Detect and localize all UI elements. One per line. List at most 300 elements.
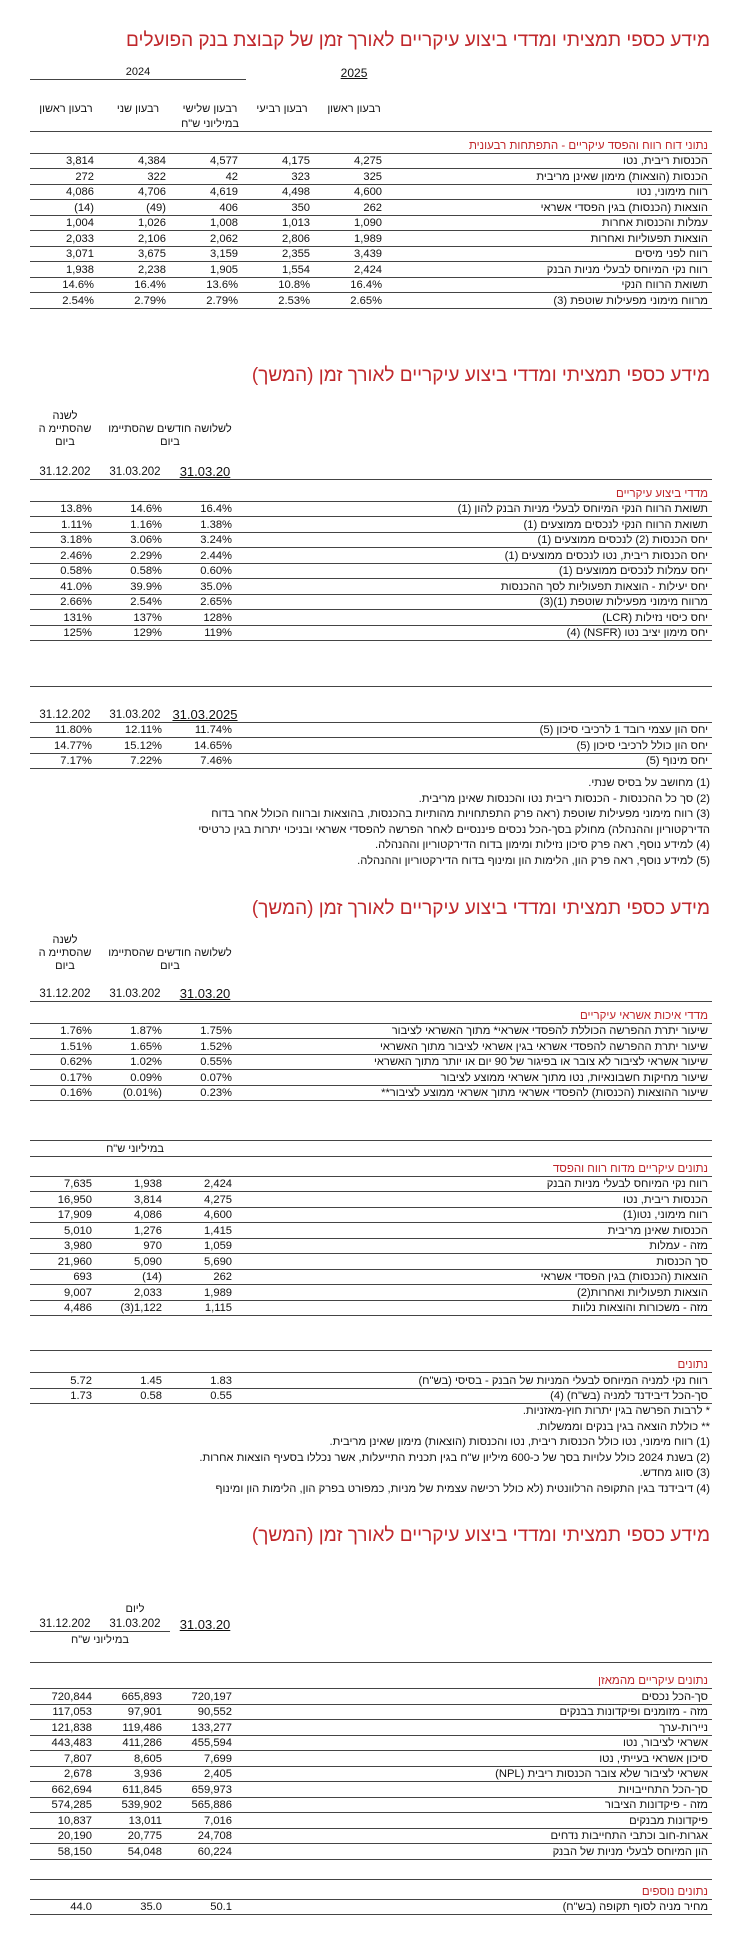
value-cell: 125% [30, 625, 100, 641]
value-cell: 1.83 [170, 1373, 240, 1389]
footnote-line: (3) רווח מימוני מפעילות שוטפת (ראה פרק התפתחויות מהותיות בהכנסות, בהוצאות וברווח הכולל אחר בדוח [211, 808, 710, 820]
balance-sheet-row [30, 1828, 712, 1844]
value-cell: 13.6% [174, 277, 246, 293]
value-cell: 0.58% [100, 563, 170, 579]
row-label: מזה - משכורות והוצאות נלוות [240, 1300, 712, 1316]
date-header-mar-current: 31.03.2025 [170, 702, 240, 722]
value-cell: 7,016 [170, 1813, 240, 1829]
pl-main-row [30, 1254, 712, 1270]
value-cell: 325 [318, 169, 390, 185]
pl-main-table [30, 1140, 712, 1316]
value-cell: 4,706 [102, 184, 174, 200]
pl-main-row [30, 1223, 712, 1239]
row-label: יחס הון כולל לרכיבי סיכון (5) [240, 738, 712, 754]
value-cell: 970 [100, 1238, 170, 1254]
value-cell: 1.52% [170, 1039, 240, 1055]
value-cell: 1.02% [100, 1054, 170, 1070]
value-cell: 16.4% [102, 277, 174, 293]
value-cell: 720,197 [170, 1689, 240, 1705]
pl-main-row [30, 1207, 712, 1223]
value-cell: 4,175 [246, 153, 318, 169]
value-cell: 720,844 [30, 1689, 100, 1705]
value-cell: 565,886 [170, 1797, 240, 1813]
value-cell: 58,150 [30, 1844, 100, 1860]
row-label: שיעור יתרת ההפרשה הכוללת להפסדי אשראי* מתוך האשראי לציבור [240, 1023, 712, 1039]
capital-table [30, 702, 712, 769]
balance-sheet-row [30, 1689, 712, 1705]
value-cell: 2.65% [318, 293, 390, 309]
section-heading-pl-main: נתונים עיקריים מדוח רווח והפסד [240, 1156, 712, 1176]
row-label: סך-הכל התחייבויות [240, 1782, 712, 1798]
value-cell: 443,483 [30, 1735, 100, 1751]
section-heading-kpi: מדדי ביצוע עיקריים [240, 479, 712, 501]
col-header-three-months: לשלושה חודשים שהסתיימו ביום [108, 423, 232, 448]
date-header-dec: 31.12.202 [30, 702, 100, 722]
kpi-row [30, 517, 712, 533]
kpi-row [30, 548, 712, 564]
value-cell: 2,033 [30, 231, 102, 247]
row-label: תשואת הרווח הנקי המיוחס לבעלי מניות הבנק להון (1) [240, 501, 712, 517]
row-label: יחס הכנסות ריבית, נטו לנכסים ממוצעים (1) [240, 548, 712, 564]
footnote-line: הדירקטוריון וההנהלה) מחולק בסך-הכל נכסים פיננסיים לאחר הפרשה להפסדי אשראי ובניכוי יתרות בגין כרטיסי [198, 823, 710, 836]
quarterly-row [30, 215, 712, 231]
value-cell: 10,837 [30, 1813, 100, 1829]
section-title-credit-quality: מידע כספי תמציתי ומדדי ביצוע עיקריים לאורך זמן (המשך) [251, 898, 710, 919]
value-cell: 2,106 [102, 231, 174, 247]
value-cell: 39.9% [100, 579, 170, 595]
row-label: מרווח מימוני מפעילות שוטפת (1)(3) [240, 594, 712, 610]
value-cell: 1.73 [30, 1388, 100, 1404]
value-cell: 2,424 [170, 1176, 240, 1192]
value-cell: 3,980 [30, 1238, 100, 1254]
footnote-line: (4) למידע נוסף, ראה פרק סיכון נזילות ומימון בדוח הדירקטוריון וההנהלה. [374, 839, 710, 851]
value-cell: 2.66% [30, 594, 100, 610]
row-label: ניירות-ערך [240, 1720, 712, 1736]
value-cell: 3,675 [102, 246, 174, 262]
row-label: יחס כיסוי נזילות (LCR) [240, 610, 712, 626]
value-cell: 2,678 [30, 1766, 100, 1782]
value-cell: 1,026 [102, 215, 174, 231]
value-cell: 54,048 [100, 1844, 170, 1860]
row-label: מזה - עמלות [240, 1238, 712, 1254]
credit-quality-row [30, 1070, 712, 1086]
value-cell: 1.38% [170, 517, 240, 533]
row-label: שיעור ההוצאות (הכנסות) להפסדי אשראי מתוך אשראי ממוצע לציבור** [240, 1085, 712, 1101]
value-cell: 0.60% [170, 563, 240, 579]
value-cell: 1,090 [318, 215, 390, 231]
value-cell: 1,905 [174, 262, 246, 278]
section-heading-data: נתונים [240, 1351, 712, 1373]
value-cell: 14.65% [170, 738, 240, 754]
value-cell: 4,086 [100, 1207, 170, 1223]
row-label: רווח מימוני, נטו [390, 184, 712, 200]
value-cell: 4,577 [174, 153, 246, 169]
value-cell: (49) [102, 200, 174, 216]
value-cell: 4,498 [246, 184, 318, 200]
value-cell: (14) [30, 200, 102, 216]
value-cell: 1.65% [100, 1039, 170, 1055]
balance-sheet-row [30, 1782, 712, 1798]
value-cell: 2.53% [246, 293, 318, 309]
col-header-q1-2025: רבעון ראשון [327, 102, 381, 115]
value-cell: 2.79% [174, 293, 246, 309]
row-label: רווח לפני מיסים [390, 246, 712, 262]
row-label: רווח נקי המיוחס לבעלי מניות הבנק [390, 262, 712, 278]
value-cell: 1,554 [246, 262, 318, 278]
quarterly-row [30, 200, 712, 216]
row-label: שיעור אשראי לציבור לא צובר או בפיגור של 90 יום או יותר מתוך האשראי [240, 1054, 712, 1070]
quarterly-row [30, 293, 712, 309]
value-cell: 20,775 [100, 1828, 170, 1844]
row-label: סך הכנסות [240, 1254, 712, 1270]
value-cell: 0.58% [30, 563, 100, 579]
kpi-row [30, 610, 712, 626]
credit-quality-row [30, 1039, 712, 1055]
value-cell: 272 [30, 169, 102, 185]
value-cell: 693 [30, 1269, 100, 1285]
date-header-mar-prev: 31.03.202 [100, 973, 170, 1001]
value-cell: 1.75% [170, 1023, 240, 1039]
value-cell: 5,090 [100, 1254, 170, 1270]
section-title-kpi: מידע כספי תמציתי ומדדי ביצוע עיקריים לאורך זמן (המשך) [251, 365, 710, 386]
value-cell: 0.58 [100, 1388, 170, 1404]
value-cell: (14) [100, 1269, 170, 1285]
value-cell: 4,275 [318, 153, 390, 169]
value-cell: 7,807 [30, 1751, 100, 1767]
quarterly-row [30, 262, 712, 278]
value-cell: 4,086 [30, 184, 102, 200]
quarterly-row [30, 153, 712, 169]
col-header-q1-2024: רבעון ראשון [39, 102, 93, 115]
value-cell: 14.77% [30, 738, 100, 754]
value-cell: 119,486 [100, 1720, 170, 1736]
row-label: שיעור מחיקות חשבונאיות, נטו מתוך אשראי ממוצע לציבור [240, 1070, 712, 1086]
footnote-line: (2) סך כל ההכנסות - הכנסות ריבית נטו והכנסות שאינן מריבית. [418, 792, 710, 805]
value-cell: 7.22% [100, 753, 170, 769]
footnote-line: (1) רווח מימוני, נטו כולל הכנסות ריבית, נטו והכנסות (הוצאות) מימון שאינן מריבית. [329, 1436, 710, 1448]
value-cell: 12.11% [100, 722, 170, 738]
value-cell: 20,190 [30, 1828, 100, 1844]
row-label: יחס הון עצמי רובד 1 לרכיבי סיכון (5) [240, 722, 712, 738]
footnote-line: ** כוללת הוצאה בגין בנקים וממשלות. [536, 1420, 710, 1433]
value-cell: 41.0% [30, 579, 100, 595]
row-label: הכנסות ריבית, נטו [240, 1192, 712, 1208]
value-cell: 9,007 [30, 1285, 100, 1301]
additional-row [30, 1899, 712, 1915]
row-label: מרווח מימוני מפעילות שוטפת (3) [390, 293, 712, 309]
value-cell: 1,004 [30, 215, 102, 231]
row-label: הוצאות (הכנסות) בגין הפסדי אשראי [240, 1269, 712, 1285]
value-cell: 4,619 [174, 184, 246, 200]
value-cell: 1.87% [100, 1023, 170, 1039]
value-cell: 90,552 [170, 1704, 240, 1720]
row-label: מזה - פיקדונות הציבור [240, 1797, 712, 1813]
balance-sheet-row [30, 1735, 712, 1751]
value-cell: 4,600 [170, 1207, 240, 1223]
value-cell: 7.17% [30, 753, 100, 769]
value-cell: 0.62% [30, 1054, 100, 1070]
footnote-line: (3) סווג מחדש. [639, 1467, 710, 1479]
row-label: עמלות והכנסות אחרות [390, 215, 712, 231]
value-cell: 1,415 [170, 1223, 240, 1239]
pl-main-row [30, 1238, 712, 1254]
per-share-row [30, 1388, 712, 1404]
col-header-three-months: לשלושה חודשים שהסתיימו ביום [108, 947, 232, 972]
balance-sheet-row [30, 1766, 712, 1782]
value-cell: 1.51% [30, 1039, 100, 1055]
date-header-mar-prev: 31.03.202 [100, 449, 170, 479]
value-cell: 2,062 [174, 231, 246, 247]
value-cell: 1,938 [30, 262, 102, 278]
row-label: יחס מינוף (5) [240, 753, 712, 769]
row-label: הון המיוחס לבעלי מניות של הבנק [240, 1844, 712, 1860]
value-cell: 1,276 [100, 1223, 170, 1239]
quarterly-row [30, 184, 712, 200]
value-cell: 1,008 [174, 215, 246, 231]
kpi-row [30, 579, 712, 595]
value-cell: 50.1 [170, 1899, 240, 1915]
section-heading-pl-quarterly: נתוני דוח רווח והפסד עיקריים - התפתחות רבעונית [390, 131, 712, 153]
value-cell: 16.4% [318, 277, 390, 293]
unit-label: במיליוני ש"ח [71, 1634, 129, 1646]
value-cell: 2.54% [100, 594, 170, 610]
row-label: יחס עמלות לנכסים ממוצעים (1) [240, 563, 712, 579]
section-title-balance-sheet: מידע כספי תמציתי ומדדי ביצוע עיקריים לאורך זמן (המשך) [251, 1525, 710, 1546]
row-label: פיקדונות מבנקים [240, 1813, 712, 1829]
value-cell: 8,605 [100, 1751, 170, 1767]
col-header-q4-2024: רבעון רביעי [256, 102, 308, 115]
value-cell: 659,973 [170, 1782, 240, 1798]
value-cell: 1,013 [246, 215, 318, 231]
row-label: מזה - מזומנים ופיקדונות בבנקים [240, 1704, 712, 1720]
value-cell: (3)1,122 [100, 1300, 170, 1316]
row-label: רווח מימוני, נטו(1) [240, 1207, 712, 1223]
col-header-q2-2024: רבעון שני [116, 102, 160, 115]
value-cell: 3,159 [174, 246, 246, 262]
kpi-table [30, 410, 712, 641]
value-cell: 2.44% [170, 548, 240, 564]
row-label: הכנסות שאינן מריבית [240, 1223, 712, 1239]
value-cell: 455,594 [170, 1735, 240, 1751]
section-heading-additional: נתונים נוספים [240, 1879, 712, 1899]
value-cell: (0.01%) [100, 1085, 170, 1101]
value-cell: 5,690 [170, 1254, 240, 1270]
quarterly-row [30, 277, 712, 293]
value-cell: 1.45 [100, 1373, 170, 1389]
value-cell: 24,708 [170, 1828, 240, 1844]
value-cell: 2,806 [246, 231, 318, 247]
footnote-line: (5) למידע נוסף, ראה פרק הון, הלימות הון ומינוף בדוח הדירקטוריון וההנהלה. [357, 854, 710, 867]
pl-main-row [30, 1285, 712, 1301]
kpi-row [30, 532, 712, 548]
date-header-mar-current: 31.03.20 [179, 1616, 231, 1632]
col-header-year: לשנה שהסתיימ ה ביום [38, 410, 92, 448]
value-cell: 3,936 [100, 1766, 170, 1782]
value-cell: 2.54% [30, 293, 102, 309]
date-header-mar-prev: 31.03.202 [100, 1616, 170, 1632]
per-share-table [30, 1350, 712, 1404]
value-cell: 3.06% [100, 532, 170, 548]
value-cell: 7.46% [170, 753, 240, 769]
balance-sheet-row [30, 1844, 712, 1860]
value-cell: 4,384 [102, 153, 174, 169]
footnotes-kpi [50, 776, 710, 869]
col-header-as-of: ליום [125, 1602, 145, 1615]
footnote-line: (1) מחושב על בסיס שנתי. [588, 777, 710, 789]
capital-row [30, 738, 712, 754]
footnotes-credit [50, 1404, 710, 1497]
value-cell: 60,224 [170, 1844, 240, 1860]
balance-sheet-row [30, 1813, 712, 1829]
value-cell: 129% [100, 625, 170, 641]
footnote-line: * לרבות הפרשה בגין יתרות חוץ-מאזניות. [522, 1405, 710, 1417]
value-cell: 2.65% [170, 594, 240, 610]
value-cell: 406 [174, 200, 246, 216]
value-cell: 5,010 [30, 1223, 100, 1239]
value-cell: 35.0% [170, 579, 240, 595]
value-cell: 539,902 [100, 1797, 170, 1813]
value-cell: 0.09% [100, 1070, 170, 1086]
row-label: הכנסות (הוצאות) מימון שאינן מריבית [390, 169, 712, 185]
kpi-row [30, 625, 712, 641]
value-cell: 35.0 [100, 1899, 170, 1915]
value-cell: 1,938 [100, 1176, 170, 1192]
pl-main-row [30, 1192, 712, 1208]
credit-quality-row [30, 1085, 712, 1101]
row-label: סיכון אשראי בעייתי, נטו [240, 1751, 712, 1767]
row-label: הוצאות תפעוליות ואחרות [390, 231, 712, 247]
row-label: מחיר מניה לסוף תקופה (בש"ח) [240, 1899, 712, 1915]
value-cell: 1,989 [170, 1285, 240, 1301]
value-cell: 128% [170, 610, 240, 626]
value-cell: 14.6% [100, 501, 170, 517]
pl-main-row [30, 1269, 712, 1285]
value-cell: 137% [100, 610, 170, 626]
value-cell: 665,893 [100, 1689, 170, 1705]
row-label: תשואת הרווח הנקי [390, 277, 712, 293]
value-cell: 350 [246, 200, 318, 216]
value-cell: 121,838 [30, 1720, 100, 1736]
value-cell: 133,277 [170, 1720, 240, 1736]
row-label: הוצאות (הכנסות) בגין הפסדי אשראי [390, 200, 712, 216]
balance-sheet-row [30, 1704, 712, 1720]
value-cell: 3,814 [100, 1192, 170, 1208]
quarterly-table [30, 64, 712, 309]
pl-main-row [30, 1300, 712, 1316]
section-title-group-overview: מידע כספי תמציתי ומדדי ביצוע עיקריים לאורך זמן של קבוצת בנק הפועלים [126, 30, 710, 51]
row-label: שיעור יתרת ההפרשה להפסדי אשראי בגין אשראי לציבור מתוך האשראי [240, 1039, 712, 1055]
credit-quality-row [30, 1054, 712, 1070]
row-label: סך-הכל דיבידנד למניה (בש"ח) (4) [240, 1388, 712, 1404]
col-header-q3-2024: רבעון שלישי [182, 102, 238, 115]
value-cell: 2,033 [100, 1285, 170, 1301]
footnote-line: (2) בשנת 2024 כולל עלויות בסך של כ-600 מיליון ש"ח בגין תכנית התייעלות, אשר נכללו בסעיף הוצאות אחרות. [199, 1451, 710, 1464]
value-cell: 1,115 [170, 1300, 240, 1316]
date-header-mar-prev: 31.03.202 [100, 702, 170, 722]
value-cell: 117,053 [30, 1704, 100, 1720]
date-header-dec: 31.12.202 [30, 449, 100, 479]
value-cell: 16.4% [170, 501, 240, 517]
row-label: הוצאות תפעוליות ואחרות(2) [240, 1285, 712, 1301]
value-cell: 3,071 [30, 246, 102, 262]
row-label: רווח נקי למניה המיוחס לבעלי המניות של הבנק - בסיסי (בש"ח) [240, 1373, 712, 1389]
row-label: הכנסות ריבית, נטו [390, 153, 712, 169]
row-label: אשראי לציבור, נטו [240, 1735, 712, 1751]
balance-sheet-table [30, 1600, 712, 1915]
year-2024-header: 2024 [30, 64, 246, 80]
row-label: אגרות-חוב וכתבי התחייבות נדחים [240, 1828, 712, 1844]
value-cell: 15.12% [100, 738, 170, 754]
value-cell: 262 [318, 200, 390, 216]
balance-sheet-row [30, 1751, 712, 1767]
quarterly-row [30, 169, 712, 185]
divider [30, 686, 712, 687]
value-cell: 322 [102, 169, 174, 185]
value-cell: 7,635 [30, 1176, 100, 1192]
value-cell: 42 [174, 169, 246, 185]
value-cell: 2,355 [246, 246, 318, 262]
value-cell: 2.79% [102, 293, 174, 309]
value-cell: 323 [246, 169, 318, 185]
value-cell: 131% [30, 610, 100, 626]
value-cell: 1.16% [100, 517, 170, 533]
credit-quality-row [30, 1023, 712, 1039]
date-header-dec: 31.12.202 [30, 973, 100, 1001]
row-label: סך-הכל נכסים [240, 1689, 712, 1705]
value-cell: 21,960 [30, 1254, 100, 1270]
pl-main-row [30, 1176, 712, 1192]
value-cell: 1.76% [30, 1023, 100, 1039]
value-cell: 2,405 [170, 1766, 240, 1782]
value-cell: 262 [170, 1269, 240, 1285]
value-cell: 3,814 [30, 153, 102, 169]
row-label: יחס מימון יציב נטו (NSFR) (4) [240, 625, 712, 641]
value-cell: 611,845 [100, 1782, 170, 1798]
date-header-mar-current: 31.03.20 [170, 449, 240, 479]
date-header-dec: 31.12.202 [30, 1616, 100, 1632]
value-cell: 17,909 [30, 1207, 100, 1223]
section-heading-balance-sheet: נתונים עיקריים מהמאזן [240, 1663, 712, 1689]
value-cell: 2.46% [30, 548, 100, 564]
row-label: אשראי לציבור שלא צובר הכנסות ריבית (NPL) [240, 1766, 712, 1782]
value-cell: 5.72 [30, 1373, 100, 1389]
capital-row [30, 753, 712, 769]
kpi-row [30, 563, 712, 579]
value-cell: 1,989 [318, 231, 390, 247]
value-cell: 3.24% [170, 532, 240, 548]
value-cell: 2,238 [102, 262, 174, 278]
col-header-year: לשנה שהסתיימ ה ביום [38, 934, 92, 972]
date-header-mar-current: 31.03.20 [170, 973, 240, 1001]
quarterly-row [30, 231, 712, 247]
row-label: רווח נקי המיוחס לבעלי מניות הבנק [240, 1176, 712, 1192]
balance-sheet-row [30, 1720, 712, 1736]
value-cell: 3.18% [30, 532, 100, 548]
credit-quality-table [30, 934, 712, 1101]
value-cell: 44.0 [30, 1899, 100, 1915]
kpi-row [30, 501, 712, 517]
value-cell: 97,901 [100, 1704, 170, 1720]
unit-label: במיליוני ש"ח [30, 1141, 240, 1157]
section-heading-credit-quality: מדדי איכות אשראי עיקריים [240, 1001, 712, 1023]
value-cell: 2.29% [100, 548, 170, 564]
value-cell: 2,424 [318, 262, 390, 278]
value-cell: 0.55% [170, 1054, 240, 1070]
kpi-row [30, 594, 712, 610]
year-2025-header: 2025 [340, 65, 368, 80]
value-cell: 13,011 [100, 1813, 170, 1829]
value-cell: 0.07% [170, 1070, 240, 1086]
